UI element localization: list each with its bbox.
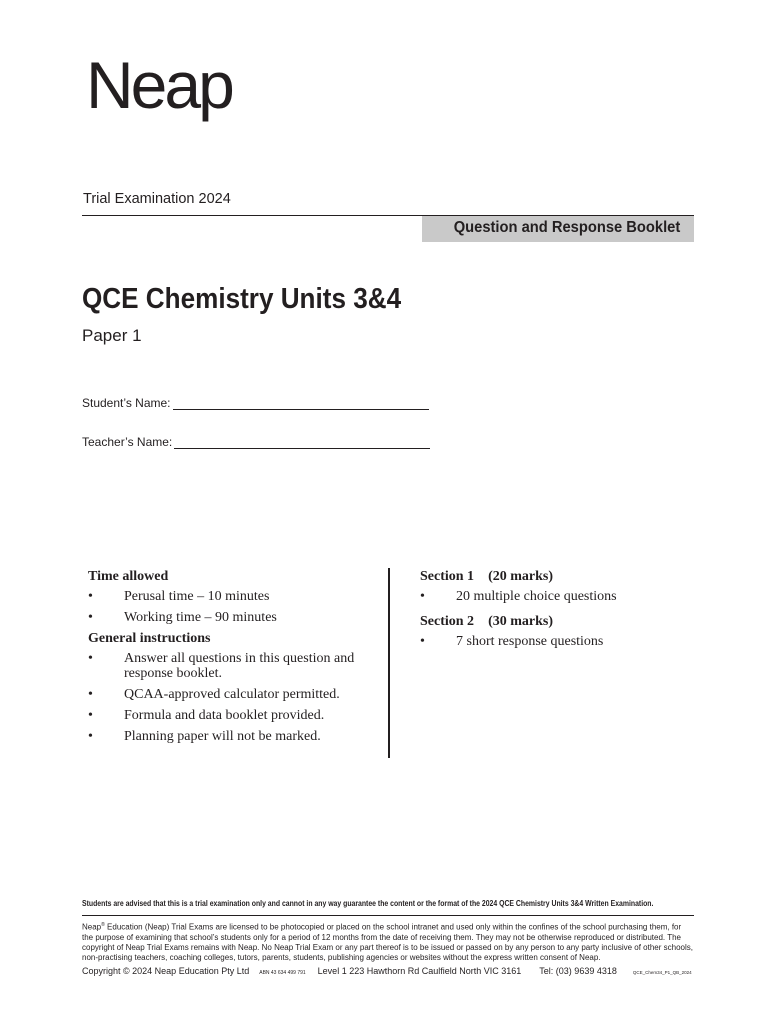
legal-notice: [82, 920, 694, 963]
bullet: •: [88, 651, 93, 666]
section-marks: (20 marks): [488, 569, 553, 584]
bullet: •: [88, 610, 93, 625]
list-item-text: 20 multiple choice questions: [456, 589, 617, 604]
trial-label: Trial Examination 2024: [83, 191, 231, 207]
bullet: •: [88, 729, 93, 744]
list-item: [88, 651, 368, 681]
legal-text: Education (Neap) Trial Exams are licensed to be photocopied or placed on the school intranet and used only within the confines of the school purchasing them, for the purpose of examining that school’s students only for a period of 12 months from the date of receiving them. They may not be otherwise reproduced or distributed. The copyright of Neap Trial Exams remains with Neap. No Neap Trial Exam or any part thereof is to be issued or passed on by any person to any party inclusive of other schools, non-practising teachers, coaching colleges, tutors, parents, students, publishing agencies or websites without the express written consent of Neap.: [82, 922, 693, 962]
teacher-name-line[interactable]: [174, 436, 430, 449]
list-item: [88, 687, 368, 702]
list-item-text: Formula and data booklet provided.: [124, 708, 325, 723]
bullet: •: [420, 589, 425, 604]
list-item: [88, 729, 368, 744]
footer-rule: [82, 915, 694, 916]
list-item-text: Answer all questions in this question and response booklet.: [124, 651, 355, 681]
bullet: •: [88, 589, 93, 604]
product-code: QCE_Chem34_P1_QB_2024: [632, 970, 692, 975]
list-item: [420, 589, 700, 604]
booklet-label: Question and Response Booklet: [453, 219, 680, 236]
section-2-heading: [420, 614, 700, 630]
list-item-text: Perusal time – 10 minutes: [124, 589, 270, 604]
student-name-field[interactable]: [82, 396, 429, 410]
time-allowed-heading: Time allowed: [88, 569, 169, 584]
list-item: [88, 589, 368, 604]
general-instructions-heading: General instructions: [88, 631, 211, 646]
footer-info: [82, 966, 694, 976]
paper-label: Paper 1: [82, 326, 142, 345]
teacher-name-field[interactable]: [82, 435, 430, 449]
instructions-column: [88, 569, 368, 750]
list-item: [420, 634, 700, 649]
address: Level 1 223 Hawthorn Rd Caulfield North VIC 3161: [317, 966, 522, 976]
sections-column: [420, 569, 700, 655]
section-1-heading: [420, 569, 700, 585]
list-item-text: 7 short response questions: [456, 634, 604, 649]
abn: ABN 43 634 499 791: [259, 970, 306, 976]
student-name-line[interactable]: [173, 397, 429, 410]
list-item-text: QCAA-approved calculator permitted.: [124, 687, 340, 702]
booklet-banner: [422, 216, 694, 242]
bullet: •: [88, 687, 93, 702]
bullet: •: [88, 708, 93, 723]
legal-prefix: Neap: [82, 922, 102, 932]
bullet: •: [420, 634, 425, 649]
section-name: Section 1: [420, 569, 475, 584]
neap-logo: Neap: [86, 48, 232, 122]
copyright: Copyright © 2024 Neap Education Pty Ltd: [82, 966, 250, 976]
column-divider: [388, 568, 390, 758]
telephone: Tel: (03) 9639 4318: [539, 966, 617, 976]
section-name: Section 2: [420, 614, 475, 629]
registered-mark: ®: [101, 922, 105, 928]
list-item-text: Planning paper will not be marked.: [124, 729, 321, 744]
list-item-text: Working time – 90 minutes: [124, 610, 277, 625]
section-marks: (30 marks): [488, 614, 553, 629]
exam-title: QCE Chemistry Units 3&4: [82, 283, 402, 315]
list-item: [88, 708, 368, 723]
trial-advice: Students are advised that this is a trial examination only and cannot in any way guarantee the content or the format of the 2024 QCE Chemistry Units 3&4 Written Examination.: [82, 899, 654, 908]
list-item: [88, 610, 368, 625]
student-name-label: Student’s Name:: [82, 396, 171, 410]
teacher-name-label: Teacher’s Name:: [82, 435, 173, 449]
